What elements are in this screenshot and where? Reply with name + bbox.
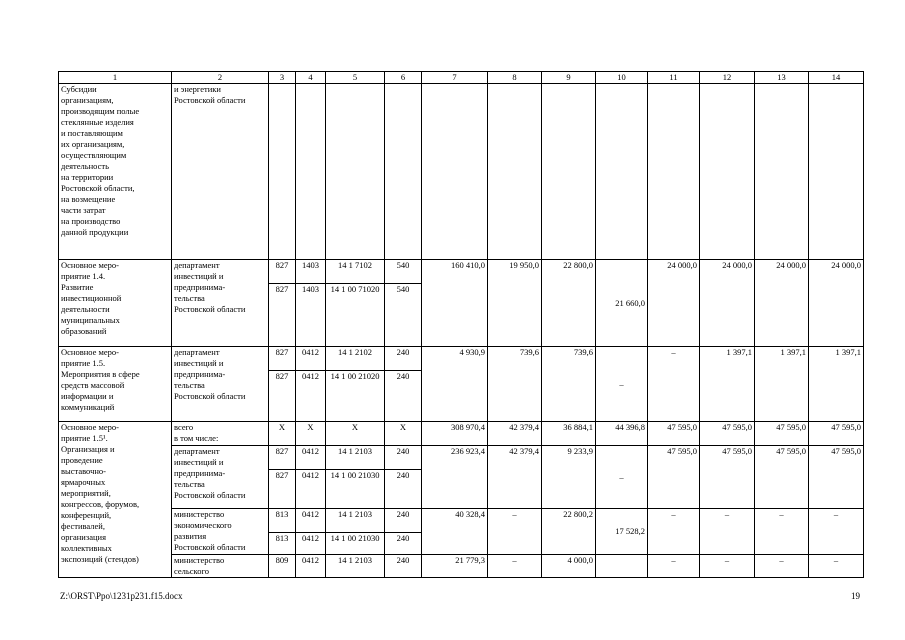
header-cell: 7 bbox=[422, 72, 488, 84]
grbs-code: 827 bbox=[269, 470, 296, 509]
grbs-code: 809 bbox=[269, 555, 296, 578]
table-row bbox=[59, 422, 864, 446]
executor: министерство сельского bbox=[172, 555, 269, 578]
header-cell: 4 bbox=[296, 72, 326, 84]
amount-year: – bbox=[700, 509, 755, 555]
section-code: 0412 bbox=[296, 555, 326, 578]
executor: министерство экономического развития Ростовской области bbox=[172, 509, 269, 555]
header-cell: 14 bbox=[809, 72, 864, 84]
amount-year: – bbox=[596, 347, 648, 422]
header-cell: 9 bbox=[542, 72, 596, 84]
section-code: Х bbox=[296, 422, 326, 446]
amount-year: – bbox=[488, 509, 542, 555]
amount-year: 22 800,0 bbox=[542, 260, 596, 347]
amount-year: 1 397,1 bbox=[809, 347, 864, 422]
amount-year: 47 595,0 bbox=[648, 422, 700, 446]
program-table bbox=[58, 71, 864, 578]
expense-code: Х bbox=[385, 422, 422, 446]
amount-year: 36 884,1 bbox=[542, 422, 596, 446]
target-code: 14 1 00 21020 bbox=[326, 371, 385, 422]
amount-total: 160 410,0 bbox=[422, 260, 488, 347]
header-cell: 12 bbox=[700, 72, 755, 84]
expense-code: 540 bbox=[385, 260, 422, 284]
expense-code: 240 bbox=[385, 533, 422, 555]
section-code: 0412 bbox=[296, 509, 326, 533]
section-code: 1403 bbox=[296, 284, 326, 347]
amount-year: 47 595,0 bbox=[648, 446, 700, 509]
amount-year: – bbox=[648, 509, 700, 555]
header-cell: 11 bbox=[648, 72, 700, 84]
measure-name: Основное меро- приятие 1.5¹. Организация и проведение выставочно- ярмарочных мероприятий, конгрессов, форумов, конференций, фестивалей, организация коллективных экспозиций (стендов) bbox=[59, 422, 172, 578]
amount-year: 21 660,0 bbox=[596, 260, 648, 347]
section-code: 0412 bbox=[296, 446, 326, 470]
grbs-code: 813 bbox=[269, 533, 296, 555]
amount-year: 4 000,0 bbox=[542, 555, 596, 578]
amount-year: – bbox=[755, 509, 809, 555]
section-code: 0412 bbox=[296, 533, 326, 555]
amount-year: 17 528,2 bbox=[596, 509, 648, 555]
table-row bbox=[59, 84, 864, 260]
amount-year: 19 950,0 bbox=[488, 260, 542, 347]
amount-year: – bbox=[809, 555, 864, 578]
grbs-code: 827 bbox=[269, 446, 296, 470]
target-code: 14 1 00 21030 bbox=[326, 470, 385, 509]
table-row bbox=[59, 555, 864, 578]
amount-year: 1 397,1 bbox=[700, 347, 755, 422]
executor: и энергетики Ростовской области bbox=[172, 84, 269, 260]
amount-year: 24 000,0 bbox=[755, 260, 809, 347]
grbs-code: 827 bbox=[269, 284, 296, 347]
amount-total: 21 779,3 bbox=[422, 555, 488, 578]
amount-year: 42 379,4 bbox=[488, 422, 542, 446]
amount-year: 44 396,8 bbox=[596, 422, 648, 446]
target-code: 14 1 7102 bbox=[326, 260, 385, 284]
expense-code: 240 bbox=[385, 470, 422, 509]
header-cell: 5 bbox=[326, 72, 385, 84]
section-code: 0412 bbox=[296, 347, 326, 371]
expense-code: 240 bbox=[385, 446, 422, 470]
amount-year: 47 595,0 bbox=[809, 422, 864, 446]
amount-total: 308 970,4 bbox=[422, 422, 488, 446]
header-cell: 10 bbox=[596, 72, 648, 84]
header-row bbox=[59, 72, 864, 84]
target-code: 14 1 00 71020 bbox=[326, 284, 385, 347]
amount-year bbox=[596, 555, 648, 578]
amount-year: – bbox=[596, 446, 648, 509]
amount-year: – bbox=[755, 555, 809, 578]
amount-year: 739,6 bbox=[542, 347, 596, 422]
amount-year: 22 800,2 bbox=[542, 509, 596, 555]
table-row bbox=[59, 260, 864, 284]
grbs-code: 827 bbox=[269, 260, 296, 284]
grbs-code: 827 bbox=[269, 371, 296, 422]
amount-year: – bbox=[700, 555, 755, 578]
amount-year: – bbox=[809, 509, 864, 555]
grbs-code: 813 bbox=[269, 509, 296, 533]
amount-year: 47 595,0 bbox=[700, 422, 755, 446]
measure-name: Субсидии организациям, производящим полые стеклянные изделия и поставляющим их организациям, осуществляющим деятельность на территории Ростовской области, на возмещение части затрат на производство данной продукции bbox=[59, 84, 172, 260]
executor: департамент инвестиций и предпринима- тельства Ростовской области bbox=[172, 446, 269, 509]
table-row bbox=[59, 509, 864, 533]
grbs-code: 827 bbox=[269, 347, 296, 371]
amount-year: – bbox=[648, 347, 700, 422]
target-code: 14 1 2103 bbox=[326, 446, 385, 470]
target-code: 14 1 00 21030 bbox=[326, 533, 385, 555]
target-code: 14 1 2103 bbox=[326, 555, 385, 578]
amount-year: 24 000,0 bbox=[648, 260, 700, 347]
page-number: 19 bbox=[851, 591, 860, 601]
grbs-code: Х bbox=[269, 422, 296, 446]
target-code: 14 1 2102 bbox=[326, 347, 385, 371]
expense-code: 240 bbox=[385, 371, 422, 422]
header-cell: 3 bbox=[269, 72, 296, 84]
header-cell: 13 bbox=[755, 72, 809, 84]
amount-year: 24 000,0 bbox=[700, 260, 755, 347]
executor: департамент инвестиций и предпринима- тельства Ростовской области bbox=[172, 260, 269, 347]
header-cell: 8 bbox=[488, 72, 542, 84]
amount-total: 236 923,4 bbox=[422, 446, 488, 509]
expense-code: 540 bbox=[385, 284, 422, 347]
footer-file-path: Z:\ORST\Ppo\1231p231.f15.docx bbox=[60, 591, 183, 601]
amount-year: 47 595,0 bbox=[755, 446, 809, 509]
amount-year: 24 000,0 bbox=[809, 260, 864, 347]
target-code: Х bbox=[326, 422, 385, 446]
amount-year: 9 233,9 bbox=[542, 446, 596, 509]
table-row bbox=[59, 347, 864, 371]
section-code: 0412 bbox=[296, 371, 326, 422]
amount-year: 42 379,4 bbox=[488, 446, 542, 509]
amount-total: 4 930,9 bbox=[422, 347, 488, 422]
amount-year: – bbox=[648, 555, 700, 578]
amount-year: 47 595,0 bbox=[809, 446, 864, 509]
target-code: 14 1 2103 bbox=[326, 509, 385, 533]
header-cell: 6 bbox=[385, 72, 422, 84]
header-cell: 1 bbox=[59, 72, 172, 84]
amount-year: – bbox=[488, 555, 542, 578]
measure-name: Основное меро- приятие 1.5. Мероприятия в сфере средств массовой информации и коммуникаций bbox=[59, 347, 172, 422]
expense-code: 240 bbox=[385, 555, 422, 578]
expense-code: 240 bbox=[385, 509, 422, 533]
amount-total: 40 328,4 bbox=[422, 509, 488, 555]
header-cell: 2 bbox=[172, 72, 269, 84]
table-row bbox=[59, 446, 864, 470]
executor: всего в том числе: bbox=[172, 422, 269, 446]
executor: департамент инвестиций и предпринима- тельства Ростовской области bbox=[172, 347, 269, 422]
amount-year: 1 397,1 bbox=[755, 347, 809, 422]
amount-year: 739,6 bbox=[488, 347, 542, 422]
amount-year: 47 595,0 bbox=[755, 422, 809, 446]
measure-name: Основное меро- приятие 1.4. Развитие инвестиционной деятельности муниципальных образований bbox=[59, 260, 172, 347]
section-code: 0412 bbox=[296, 470, 326, 509]
section-code: 1403 bbox=[296, 260, 326, 284]
amount-year: 47 595,0 bbox=[700, 446, 755, 509]
expense-code: 240 bbox=[385, 347, 422, 371]
